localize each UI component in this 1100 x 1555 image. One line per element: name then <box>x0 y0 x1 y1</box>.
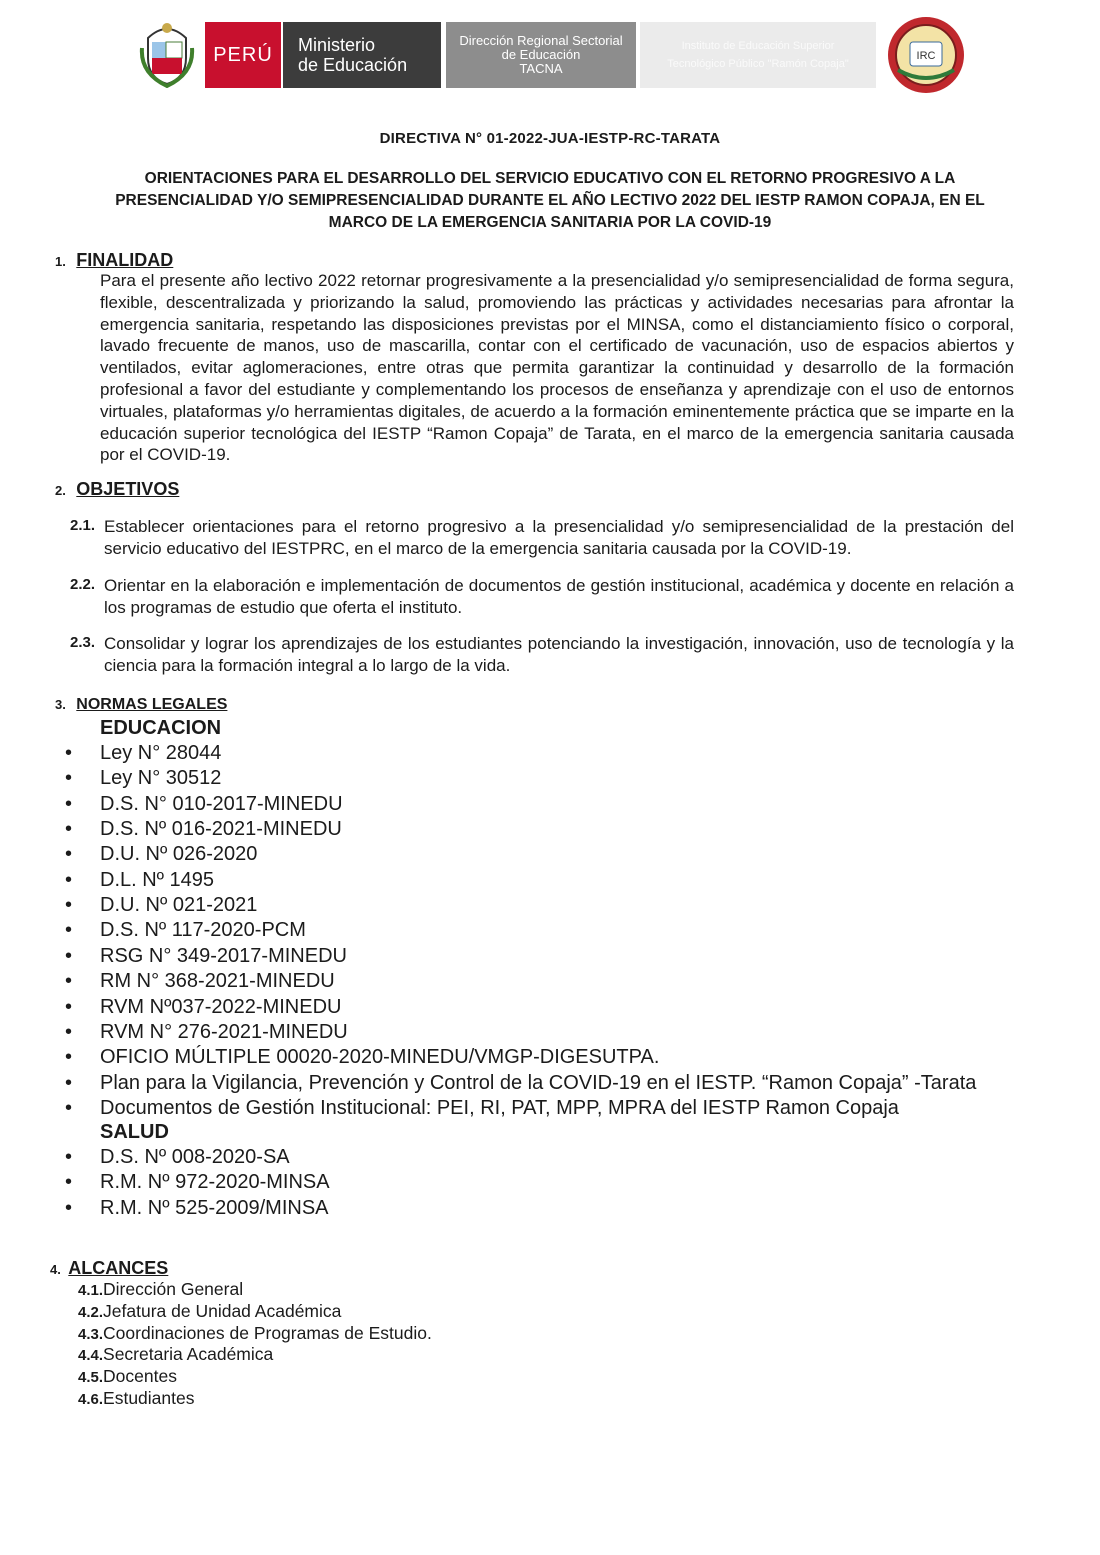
norm-item: D.U. Nº 026-2020 <box>100 843 258 866</box>
bullet-icon: • <box>65 894 73 917</box>
objective-text: Orientar en la elaboración e implementación de documentos de gestión institucional, académica y docente en relación a los programas de estudio que oferta el instituto. <box>104 576 1014 617</box>
alcance-item <box>78 1366 177 1387</box>
alcance-item <box>78 1279 243 1300</box>
seal-text: IRC <box>916 50 936 62</box>
alcance-number: 4.1. <box>78 1282 104 1299</box>
norm-item: OFICIO MÚLTIPLE 00020-2020-MINEDU/VMGP-DIGESUTPA. <box>100 1046 660 1069</box>
objective-text: Consolidar y lograr los aprendizajes de los estudiantes potenciando la investigación, innovación, uso de tecnología y la ciencia para la formación integral a lo largo de la vida. <box>104 634 1014 675</box>
section-alcances-heading <box>50 1258 168 1279</box>
bullet-icon: • <box>65 818 73 841</box>
objective-text: Establecer orientaciones para el retorno progresivo a la presencialidad y/o semipresencialidad de la prestación del servicio educativo del IESTPRC, en el marco de la emergencia sanitaria causada por la COVID-19. <box>104 517 1014 558</box>
norm-item: R.M. Nº 972-2020-MINSA <box>100 1171 330 1194</box>
institute-seal-icon <box>880 14 972 96</box>
norm-item: R.M. Nº 525-2009/MINSA <box>100 1196 329 1219</box>
directive-title: DIRECTIVA N° 01-2022-JUA-IESTP-RC-TARATA <box>379 130 721 147</box>
norm-item: D.S. Nº 008-2020-SA <box>100 1146 290 1168</box>
section-number: 2. <box>55 483 66 498</box>
norm-item: RVM Nº037-2022-MINEDU <box>100 995 342 1018</box>
institute-logo <box>640 22 876 88</box>
section-objetivos-heading <box>55 479 179 500</box>
bullet-icon: • <box>65 1196 73 1219</box>
alcance-item <box>78 1388 194 1409</box>
main-title: ORIENTACIONES PARA EL DESARROLLO DEL SERVICIO EDUCATIVO CON EL RETORNO PROGRESIVO A LA PRESENCIALIDAD Y/O SEMIPRESENCIALIDAD DURANTE EL AÑO LECTIVO 2022 DEL IESTP RAMON COPAJA, EN EL MARCO DE LA EMERGENCIA SANITARIA POR LA COVID-19 <box>115 170 985 231</box>
educacion-subheading: EDUCACION <box>100 717 222 739</box>
ministerio-logo <box>283 22 441 88</box>
alcance-item <box>78 1301 341 1322</box>
bullet-icon: • <box>65 919 73 942</box>
bullet-icon: • <box>65 1020 73 1043</box>
norm-item: Plan para la Vigilancia, Prevención y Control de la COVID-19 en el IESTP. “Ramon Copaja” -Tarata <box>100 1071 977 1094</box>
bullet-icon: • <box>65 1146 73 1168</box>
alcance-text: Docentes <box>103 1366 177 1387</box>
alcance-text: Dirección General <box>103 1279 244 1299</box>
bullet-icon: • <box>65 1171 73 1194</box>
ministerio-line-2: de Educación <box>298 55 408 75</box>
dre-logo <box>446 22 636 88</box>
alcance-number: 4.2. <box>78 1303 104 1321</box>
section-number: 3. <box>55 697 66 712</box>
alcance-item <box>78 1344 273 1365</box>
institute-line-1: Instituto de Educación Superior <box>681 40 835 52</box>
norm-item: D.S. Nº 117-2020-PCM <box>100 919 306 942</box>
objective-number: 2.3. <box>70 634 96 651</box>
bullet-icon: • <box>65 970 73 993</box>
alcance-item <box>78 1323 432 1344</box>
bullet-icon: • <box>65 1071 73 1094</box>
bullet-icon: • <box>65 1046 73 1069</box>
alcance-text: Secretaria Académica <box>103 1344 274 1365</box>
institute-line-2: Tecnológico Público "Ramón Copaja" <box>667 58 849 70</box>
norm-item: D.U. Nº 021-2021 <box>100 894 258 917</box>
alcance-number: 4.3. <box>78 1325 104 1343</box>
section-title: NORMAS LEGALES <box>76 696 228 713</box>
objective-number: 2.1. <box>70 517 96 534</box>
section-normas-heading <box>55 696 227 714</box>
norm-item: Documentos de Gestión Institucional: PEI, RI, PAT, MPP, MPRA del IESTP Ramon Copaja <box>100 1096 899 1119</box>
dre-line-1: Dirección Regional Sectorial <box>459 33 623 48</box>
alcance-number: 4.6. <box>78 1391 104 1408</box>
salud-subheading: SALUD <box>100 1121 169 1143</box>
norm-item: RSG N° 349-2017-MINEDU <box>100 944 347 967</box>
alcance-text: Coordinaciones de Programas de Estudio. <box>103 1322 432 1343</box>
norm-item: D.S. N° 010-2017-MINEDU <box>100 792 343 815</box>
section-number: 1. <box>55 254 66 269</box>
dre-line-2: de Educación <box>501 47 581 62</box>
bullet-icon: • <box>65 843 73 866</box>
norm-item: RM N° 368-2021-MINEDU <box>100 970 335 993</box>
norm-item: Ley N° 28044 <box>100 742 222 764</box>
section-title: FINALIDAD <box>76 250 174 270</box>
finalidad-paragraph: Para el presente año lectivo 2022 retornar progresivamente a la presencialidad y/o semipresencialidad de forma segura, flexible, descentralizada y priorizando la salud, promoviendo las prácticas y actividades necesarias para afrontar la emergencia sanitaria, respetando las disposiciones previstas por el MINSA, como el distanciamiento físico o corporal, lavado frecuente de manos, uso de mascarilla, contar con el certificado de vacunación, uso de espacios abiertos y ventilados, evitar aglomeraciones, entre otras que permita garantizar la continuidad y desarrollo de la formación profesional a favor del estudiante y complementando los procesos de enseñanza y aprendizaje con el uso de entornos virtuales, plataformas y/o herramientas digitales, de acuerdo a la formación eminentemente práctica que se imparte en la educación superior tecnológica del IESTP “Ramon Copaja” de Tarata, en el marco de la emergencia sanitaria causada por el COVID-19. <box>100 271 1014 465</box>
bullet-icon: • <box>65 944 73 967</box>
section-number: 4. <box>50 1262 61 1277</box>
peru-logo-text: PERÚ <box>213 43 273 66</box>
bullet-icon: • <box>65 767 73 790</box>
norm-item: D.L. Nº 1495 <box>100 868 215 891</box>
section-finalidad-heading <box>55 250 173 271</box>
norm-item: D.S. Nº 016-2021-MINEDU <box>100 818 342 841</box>
norm-item: RVM N° 276-2021-MINEDU <box>100 1020 348 1043</box>
section-title: OBJETIVOS <box>76 479 180 499</box>
bullet-icon: • <box>65 995 73 1018</box>
objective-number: 2.2. <box>70 576 96 593</box>
bullet-icon: • <box>65 792 73 815</box>
bullet-icon: • <box>65 1096 73 1119</box>
alcance-number: 4.5. <box>78 1369 104 1387</box>
bullet-icon: • <box>65 742 73 764</box>
alcance-number: 4.4. <box>78 1347 104 1365</box>
alcance-text: Estudiantes <box>103 1388 195 1408</box>
ministerio-line-1: Ministerio <box>298 35 376 55</box>
peru-coat-of-arms-icon <box>138 18 196 88</box>
bullet-icon: • <box>65 868 73 891</box>
norm-item: Ley N° 30512 <box>100 767 222 790</box>
section-title: ALCANCES <box>68 1258 169 1278</box>
alcance-text: Jefatura de Unidad Académica <box>103 1300 342 1321</box>
dre-line-3: TACNA <box>519 61 563 76</box>
peru-logo <box>205 22 281 88</box>
